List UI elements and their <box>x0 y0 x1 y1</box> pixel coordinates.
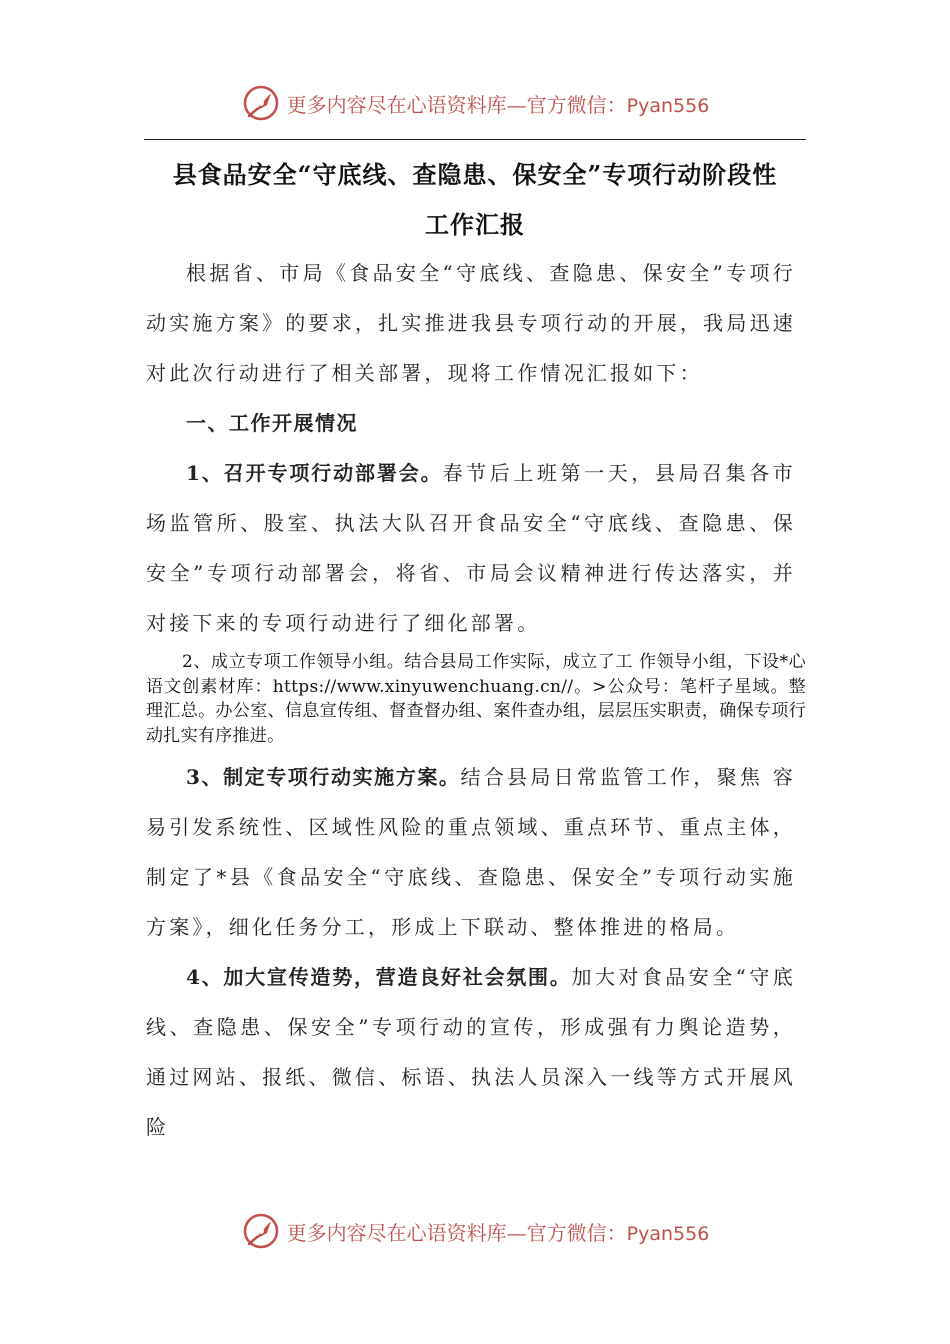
wechat-id: Pyan556 <box>626 94 710 117</box>
footer-banner <box>0 1206 950 1256</box>
banner-text: 更多内容尽在心语资料库—官方微信：Pyan556 <box>286 1220 710 1245</box>
header-banner <box>0 78 950 128</box>
item-2-paragraph: 2、成立专项工作领导小组。结合县局工作实际，成立了工 作领导小组，下设*心语文创素材库：https://www.xinyuwenchuang.cn//。>公众号：笔杆子星域。整理汇总。办公室、信息宣传组、督查督办组、案件查办组，层层压实职责，确保专项行动扎实有序推进。 <box>146 652 806 746</box>
title-line-1: 县食品安全“守底线、查隐患、保安全”专项行动阶段性 <box>172 160 778 189</box>
header-rule <box>144 139 806 140</box>
item-1-heading: 1、召开专项行动部署会。 <box>186 461 443 485</box>
title-line-2: 工作汇报 <box>425 210 525 239</box>
quill-logo-icon <box>241 83 281 123</box>
body-lower <box>146 752 796 1152</box>
item-4-text: 加大对食品安全“守底线、查隐患、保安全”专项行动的宣传，形成强有力舆论造势，通过网站、报纸、微信、标语、执法人员深入一线等方式开展风险 <box>146 965 796 1139</box>
item-1-paragraph <box>146 448 796 648</box>
item-3-text: 结合县局日常监管工作，聚焦 容易引发系统性、区域性风险的重点领域、重点环节、重点主体，制定了*县《食品安全“守底线、查隐患、保安全”专项行动实施方案》，细化任务分工，形成上下联动、整体推进的格局。 <box>146 765 796 939</box>
wechat-id: Pyan556 <box>626 1222 710 1245</box>
item-3-paragraph <box>146 752 796 952</box>
banner-text: 更多内容尽在心语资料库—官方微信：Pyan556 <box>286 92 710 117</box>
item-4-paragraph <box>146 952 796 1152</box>
item-4-heading: 4、加大宣传造势，营造良好社会氛围。 <box>186 965 572 989</box>
document-title <box>144 150 806 250</box>
item-1-text: 春节后上班第一天，县局召集各市场监管所、股室、执法大队召开食品安全“守底线、查隐患、保安全”专项行动部署会，将省、市局会议精神进行传达落实，并对接下来的专项行动进行了细化部署。 <box>146 461 797 635</box>
body-upper <box>146 248 796 648</box>
quill-logo-icon <box>241 1211 281 1251</box>
item-2-block <box>146 650 806 748</box>
section-heading: 一、工作开展情况 <box>186 411 358 435</box>
intro-paragraph: 根据省、市局《食品安全“守底线、查隐患、保安全”专项行动实施方案》的要求，扎实推进我县专项行动的开展，我局迅速对此次行动进行了相关部署，现将工作情况汇报如下： <box>146 261 796 385</box>
item-3-heading: 3、制定专项行动实施方案。 <box>186 765 461 789</box>
